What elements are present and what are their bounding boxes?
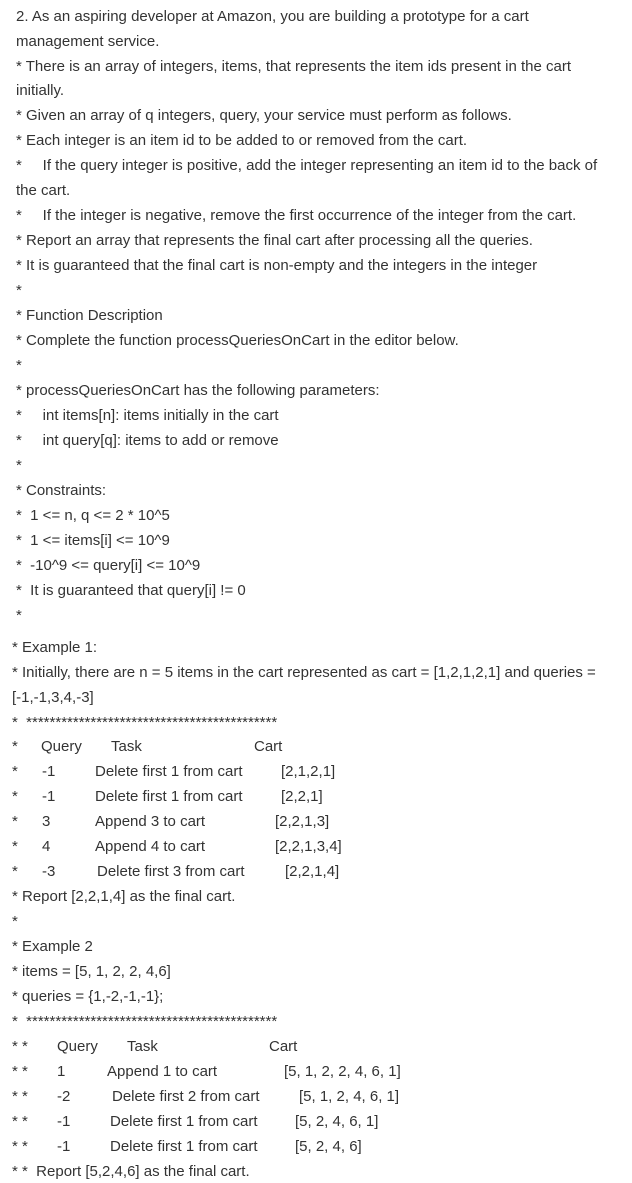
comment-star: *	[12, 763, 18, 780]
table-header-row	[0, 1036, 632, 1058]
example-line: [-1,-1,3,4,-3]	[12, 689, 94, 706]
query-cell: 3	[42, 813, 51, 830]
task-cell: Append 4 to cart	[95, 838, 206, 855]
comment-star-line: *	[12, 913, 18, 930]
constraint-line: * 1 <= items[i] <= 10^9	[16, 532, 170, 549]
comment-star: *	[12, 813, 18, 830]
description-line: initially.	[16, 82, 65, 99]
problem-title-line-2: management service.	[16, 33, 160, 50]
description-line: * processQueriesOnCart has the following parameters:	[16, 382, 380, 399]
example-line: * items = [5, 1, 2, 2, 4,6]	[12, 963, 171, 980]
query-cell: -1	[57, 1113, 71, 1130]
description-line: the cart.	[16, 182, 71, 199]
comment-star-line: *	[16, 457, 22, 474]
cart-cell: [5, 2, 4, 6, 1]	[295, 1113, 379, 1130]
description-line: * Report an array that represents the final cart after processing all the queries.	[16, 232, 533, 249]
description-line: * Each integer is an item id to be added to or removed from the cart.	[16, 132, 468, 149]
cart-cell: [5, 1, 2, 2, 4, 6, 1]	[284, 1063, 401, 1080]
cart-cell: [2,2,1,4]	[285, 863, 340, 880]
constraint-line: * -10^9 <= query[i] <= 10^9	[16, 557, 201, 574]
task-cell: Append 1 to cart	[107, 1063, 218, 1080]
comment-star-line: *	[16, 357, 22, 374]
comment-star: * *	[12, 1113, 28, 1130]
description-line: * Given an array of q integers, query, your service must perform as follows.	[16, 107, 512, 124]
example-line: * Initially, there are n = 5 items in the cart represented as cart = [1,2,1,2,1] and queries =	[12, 664, 596, 681]
task-cell: Delete first 1 from cart	[110, 1113, 258, 1130]
table-row	[0, 786, 632, 808]
table-row	[0, 761, 632, 783]
description-line: * There is an array of integers, items, that represents the item ids present in the cart	[16, 58, 571, 75]
comment-star: *	[12, 788, 18, 805]
table-header-row	[0, 736, 632, 758]
cart-cell: [2,2,1,3]	[275, 813, 330, 830]
comment-star: * *	[12, 1088, 28, 1105]
example-result-line: * * Report [5,2,4,6] as the final cart.	[12, 1163, 250, 1180]
cart-cell: [5, 2, 4, 6]	[295, 1138, 362, 1155]
table-row	[0, 861, 632, 883]
description-line: * If the query integer is positive, add the integer representing an item id to the back of	[16, 157, 598, 174]
section-heading-function-description: * Function Description	[16, 307, 163, 324]
comment-star: *	[12, 863, 18, 880]
task-cell: Delete first 1 from cart	[95, 763, 243, 780]
parameter-line: * int items[n]: items initially in the cart	[16, 407, 279, 424]
task-cell: Delete first 2 from cart	[112, 1088, 260, 1105]
column-header-query: Query	[41, 738, 82, 755]
query-cell: -1	[42, 788, 56, 805]
comment-star: *	[12, 738, 18, 755]
comment-star-line: *	[16, 607, 22, 624]
section-heading-example-2: * Example 2	[12, 938, 93, 955]
column-header-task: Task	[111, 738, 142, 755]
table-row	[0, 836, 632, 858]
task-cell: Append 3 to cart	[95, 813, 206, 830]
cart-cell: [2,2,1,3,4]	[275, 838, 342, 855]
section-heading-example-1: * Example 1:	[12, 639, 98, 656]
query-cell: -1	[57, 1138, 71, 1155]
table-row	[0, 1086, 632, 1108]
parameter-line: * int query[q]: items to add or remove	[16, 432, 279, 449]
query-cell: 4	[42, 838, 51, 855]
table-row	[0, 1136, 632, 1158]
problem-title-line-1: 2. As an aspiring developer at Amazon, you are building a prototype for a cart	[16, 8, 529, 25]
comment-star: * *	[12, 1138, 28, 1155]
query-cell: -3	[42, 863, 56, 880]
cart-cell: [2,2,1]	[281, 788, 323, 805]
query-cell: 1	[57, 1063, 66, 1080]
comment-star: *	[12, 838, 18, 855]
comment-star: * *	[12, 1038, 28, 1055]
cart-cell: [5, 1, 2, 4, 6, 1]	[299, 1088, 400, 1105]
separator-line: * *******************************************	[12, 1013, 278, 1030]
description-line: * It is guaranteed that the final cart is non-empty and the integers in the integer	[16, 257, 538, 274]
example-line: * queries = {1,-2,-1,-1};	[12, 988, 164, 1005]
query-cell: -1	[42, 763, 56, 780]
cart-cell: [2,1,2,1]	[281, 763, 336, 780]
comment-star-line: *	[16, 282, 22, 299]
example-result-line: * Report [2,2,1,4] as the final cart.	[12, 888, 236, 905]
description-line: * If the integer is negative, remove the first occurrence of the integer from the cart.	[16, 207, 577, 224]
section-heading-constraints: * Constraints:	[16, 482, 107, 499]
table-row	[0, 1111, 632, 1133]
task-cell: Delete first 3 from cart	[97, 863, 245, 880]
column-header-cart: Cart	[254, 738, 283, 755]
separator-line: * *******************************************	[12, 714, 278, 731]
table-row	[0, 811, 632, 833]
constraint-line: * It is guaranteed that query[i] != 0	[16, 582, 246, 599]
description-line: * Complete the function processQueriesOnCart in the editor below.	[16, 332, 459, 349]
comment-star: * *	[12, 1063, 28, 1080]
task-cell: Delete first 1 from cart	[110, 1138, 258, 1155]
constraint-line: * 1 <= n, q <= 2 * 10^5	[16, 507, 170, 524]
table-row	[0, 1061, 632, 1083]
column-header-cart: Cart	[269, 1038, 298, 1055]
query-cell: -2	[57, 1088, 71, 1105]
task-cell: Delete first 1 from cart	[95, 788, 243, 805]
column-header-task: Task	[127, 1038, 158, 1055]
column-header-query: Query	[57, 1038, 98, 1055]
